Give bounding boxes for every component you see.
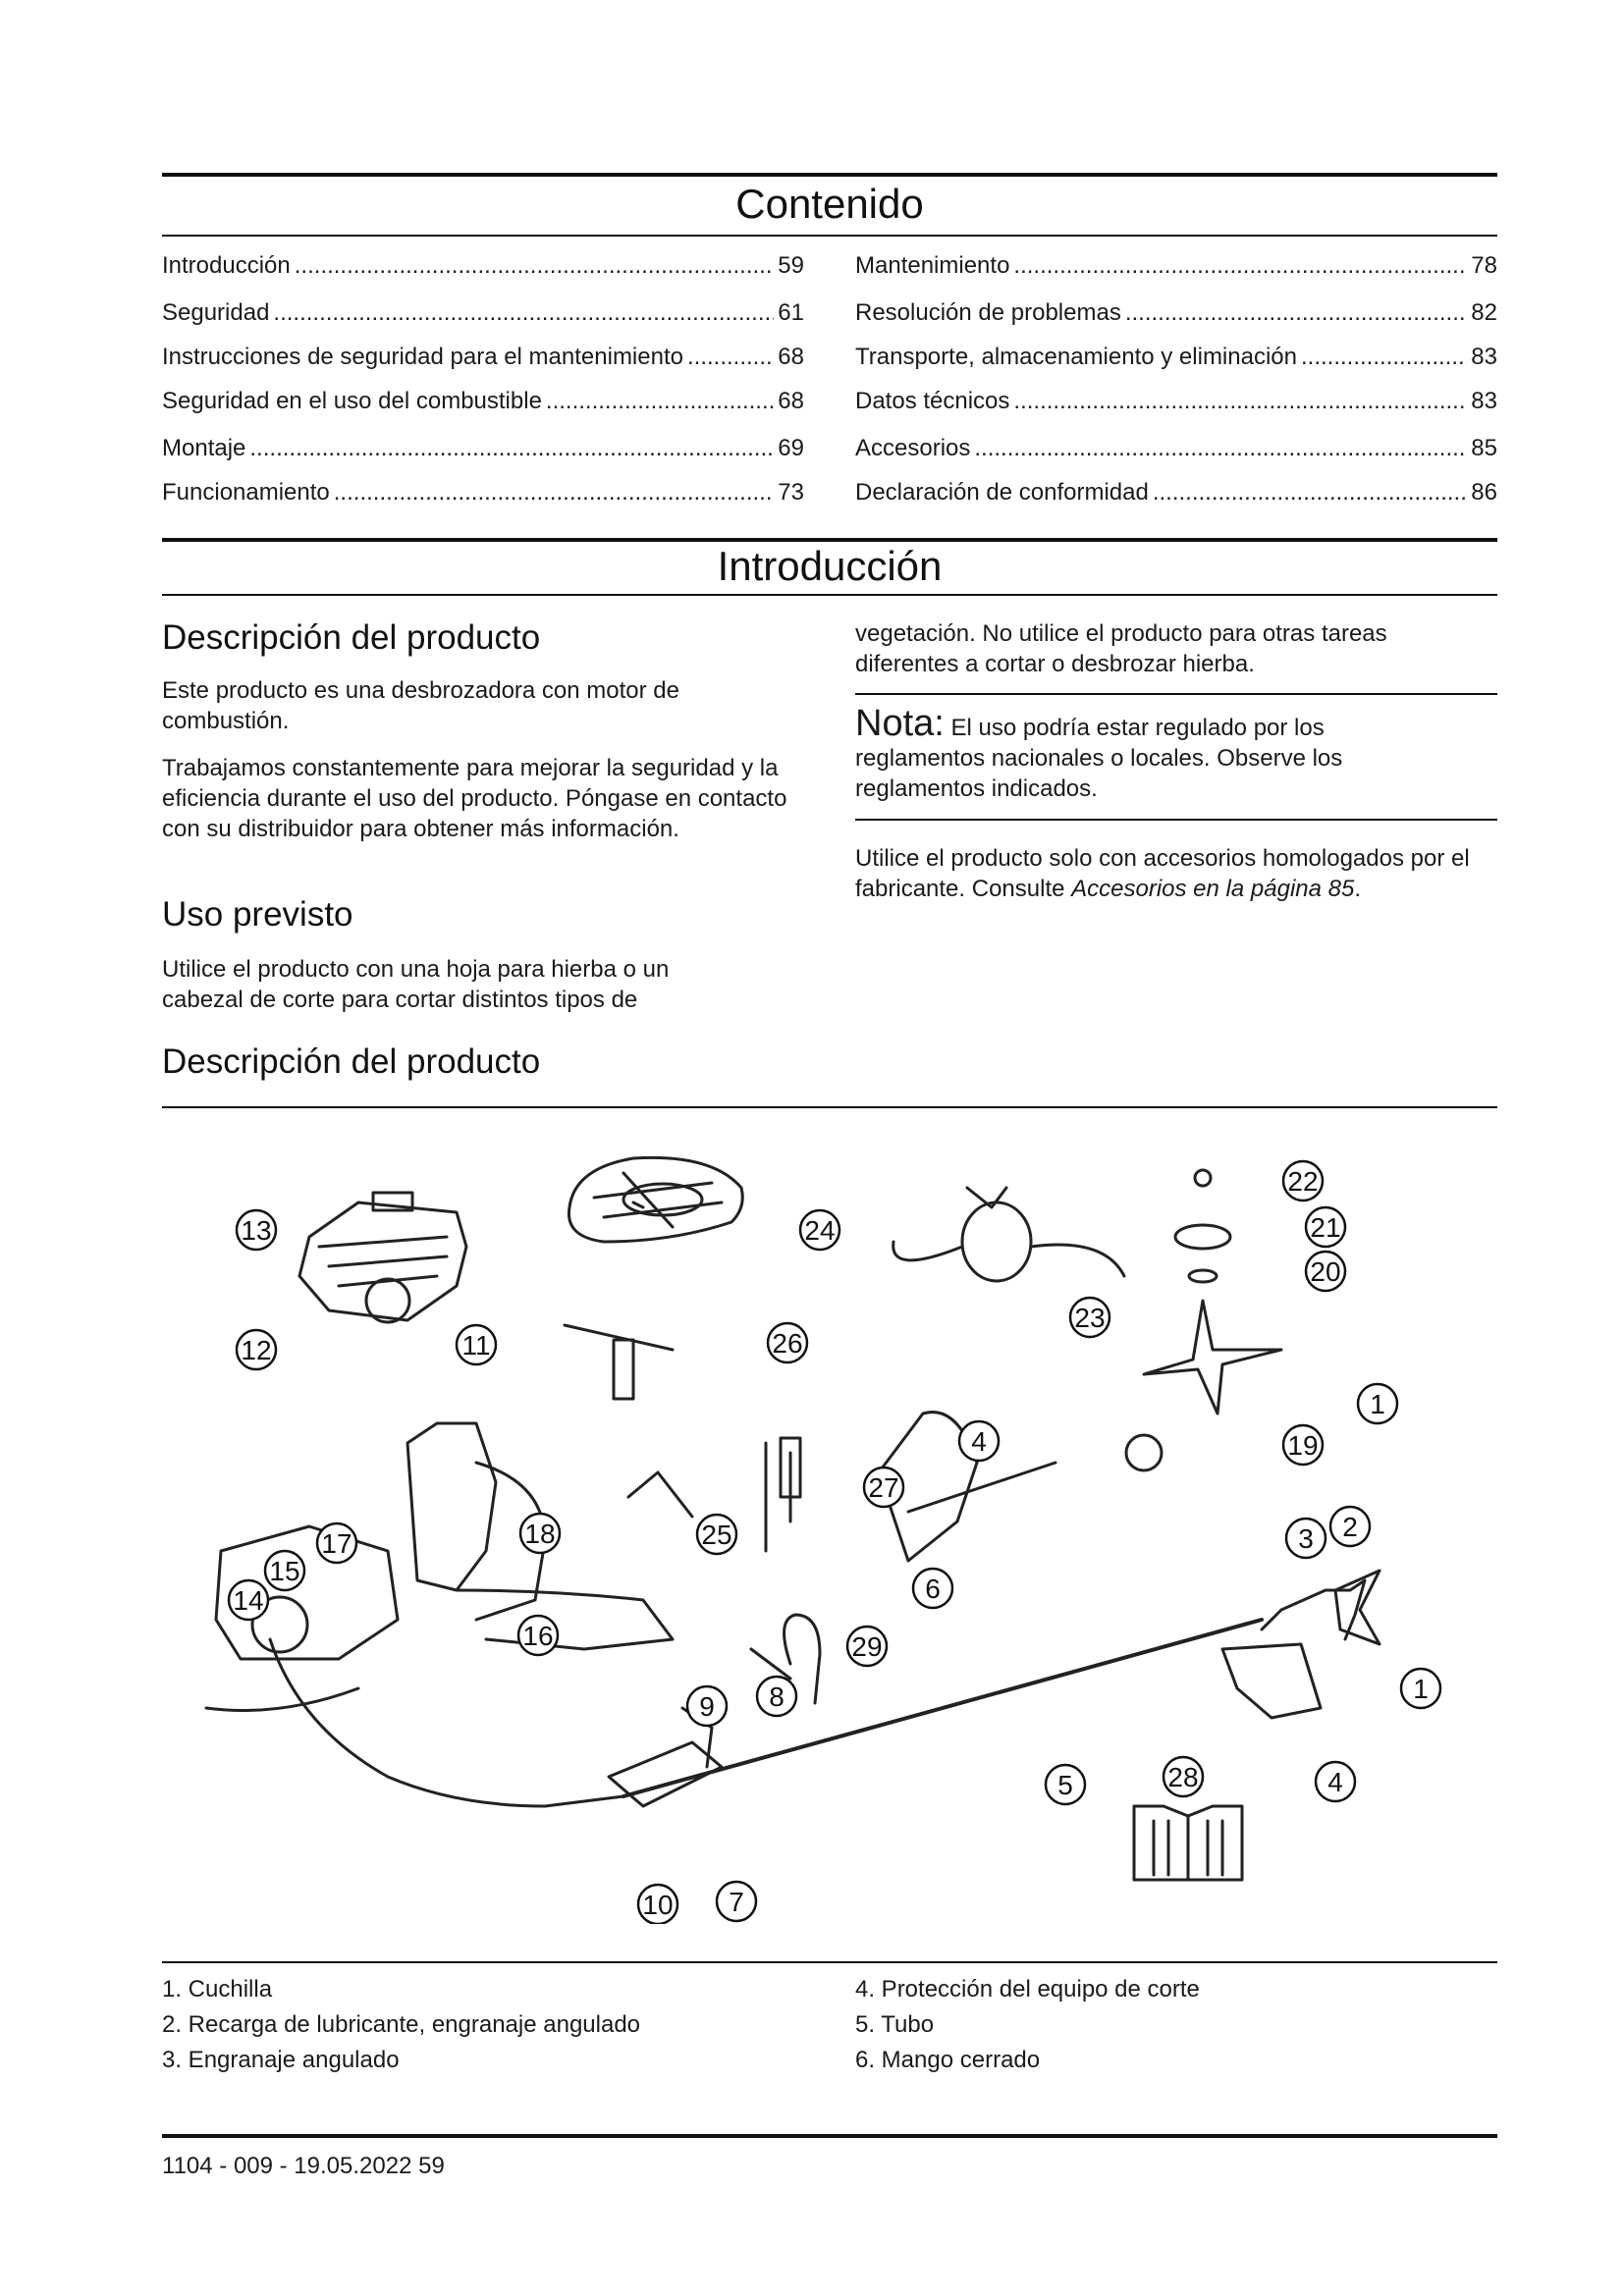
svg-text:9: 9 bbox=[699, 1691, 715, 1722]
guard-lower-drawing bbox=[1222, 1644, 1321, 1718]
svg-text:21: 21 bbox=[1310, 1212, 1341, 1243]
legend-item: 3. Engranaje angulado bbox=[162, 2047, 400, 2073]
svg-text:25: 25 bbox=[701, 1520, 732, 1550]
footer-rule bbox=[162, 2134, 1497, 2138]
hose-drawing bbox=[270, 1639, 623, 1806]
svg-text:29: 29 bbox=[851, 1631, 883, 1662]
svg-text:19: 19 bbox=[1287, 1430, 1319, 1461]
svg-text:17: 17 bbox=[321, 1528, 352, 1559]
toc-item[interactable]: Mantenimiento ..... 78 bbox=[855, 251, 1497, 281]
svg-text:27: 27 bbox=[868, 1472, 899, 1503]
callout-1-lower bbox=[1401, 1669, 1440, 1708]
callout-25 bbox=[697, 1515, 736, 1554]
nota-bottom-rule bbox=[855, 819, 1497, 821]
toc-item[interactable]: Seguridad ..... 61 bbox=[162, 298, 804, 328]
guard-drawing bbox=[568, 1157, 742, 1242]
legend-rule bbox=[162, 1961, 1497, 1963]
callout-3 bbox=[1286, 1519, 1326, 1558]
callout-4-top bbox=[959, 1421, 999, 1461]
callout-9 bbox=[687, 1686, 727, 1726]
callout-28 bbox=[1164, 1757, 1203, 1796]
overview-rule bbox=[162, 1106, 1497, 1108]
svg-text:1: 1 bbox=[1413, 1674, 1429, 1704]
legend-item: 4. Protección del equipo de corte bbox=[855, 1976, 1200, 2002]
callout-23 bbox=[1070, 1298, 1110, 1337]
callout-2 bbox=[1330, 1507, 1370, 1546]
page-footer bbox=[162, 2153, 445, 2180]
document-id: 1104 - 009 - 19.05.2022 bbox=[162, 2153, 412, 2179]
callout-21 bbox=[1306, 1207, 1345, 1247]
legend-item: 6. Mango cerrado bbox=[855, 2047, 1041, 2073]
desc-paragraph-1: Este producto es una desbrozadora con motor de combustión. bbox=[162, 677, 679, 734]
callout-7 bbox=[717, 1882, 756, 1921]
callout-22 bbox=[1283, 1161, 1323, 1201]
socket-tool-drawing bbox=[565, 1325, 673, 1399]
toc-item[interactable]: Transporte, almacenamiento y eliminación ..... 83 bbox=[855, 343, 1497, 372]
desc-paragraph-2: Trabajamos constantemente para mejorar la seguridad y la eficiencia durante el uso del producto. Póngase en contacto con su distribuidor para obtener más información. bbox=[162, 755, 787, 842]
legend-item: 2. Recarga de lubricante, engranaje angulado bbox=[162, 2011, 641, 2038]
callout-27 bbox=[864, 1468, 903, 1507]
nota-text: El uso podría estar regulado por los reglamentos nacionales o locales. Observe los reglamentos indicados. bbox=[855, 715, 1343, 802]
callout-20 bbox=[1306, 1252, 1345, 1291]
svg-text:2: 2 bbox=[1342, 1512, 1358, 1542]
callout-10 bbox=[638, 1885, 677, 1924]
svg-text:23: 23 bbox=[1074, 1303, 1106, 1333]
callout-29 bbox=[847, 1627, 887, 1666]
svg-text:22: 22 bbox=[1287, 1166, 1319, 1197]
svg-text:28: 28 bbox=[1167, 1762, 1199, 1792]
toc-item[interactable]: Declaración de conformidad ..... 86 bbox=[855, 478, 1497, 507]
callout-15 bbox=[265, 1551, 304, 1590]
nota-paragraph bbox=[855, 703, 1425, 804]
contents-top-rule bbox=[162, 173, 1497, 177]
svg-text:8: 8 bbox=[769, 1682, 785, 1712]
callout-16 bbox=[518, 1616, 558, 1655]
toc-item[interactable]: Accesorios ..... 85 bbox=[855, 434, 1497, 463]
toc-item[interactable]: Instrucciones de seguridad para el mantenimiento ..... 68 bbox=[162, 343, 804, 372]
callout-24 bbox=[800, 1210, 839, 1250]
nota-label: Nota: bbox=[855, 703, 945, 744]
accessories-paragraph: Utilice el producto solo con accesorios homologados por el fabricante. Consulte Accesorios en la página 85. bbox=[855, 845, 1470, 902]
callout-6 bbox=[913, 1569, 952, 1608]
svg-text:26: 26 bbox=[772, 1328, 803, 1359]
svg-text:3: 3 bbox=[1298, 1523, 1314, 1554]
contents-title: Contenido bbox=[735, 181, 924, 227]
svg-text:1: 1 bbox=[1370, 1389, 1385, 1419]
overview-heading: Descripción del producto bbox=[162, 1042, 541, 1081]
nota-top-rule bbox=[855, 693, 1497, 695]
legend-right bbox=[855, 1972, 1200, 2078]
callout-12 bbox=[237, 1330, 276, 1369]
svg-text:6: 6 bbox=[925, 1574, 941, 1604]
svg-text:24: 24 bbox=[804, 1215, 836, 1246]
toc-item[interactable]: Montaje ..... 69 bbox=[162, 434, 804, 463]
callout-14 bbox=[229, 1580, 268, 1620]
intro-title: Introducción bbox=[717, 543, 943, 589]
svg-text:20: 20 bbox=[1310, 1256, 1341, 1287]
legend-item: 5. Tubo bbox=[855, 2011, 935, 2038]
callout-18 bbox=[520, 1514, 560, 1553]
toc-item[interactable]: Datos técnicos ..... 83 bbox=[855, 387, 1497, 416]
callout-13 bbox=[237, 1210, 276, 1250]
page-number: 59 bbox=[418, 2153, 445, 2179]
callout-19 bbox=[1283, 1425, 1323, 1465]
callout-26 bbox=[768, 1323, 807, 1362]
shaft-end-drawing bbox=[908, 1463, 1056, 1512]
intro-bottom-rule bbox=[162, 594, 1497, 596]
toc-item[interactable]: Introducción ..... 59 bbox=[162, 251, 804, 281]
svg-text:12: 12 bbox=[241, 1335, 272, 1365]
svg-text:18: 18 bbox=[524, 1519, 556, 1549]
svg-text:5: 5 bbox=[1057, 1770, 1073, 1800]
toc-item[interactable]: Funcionamiento ..... 73 bbox=[162, 478, 804, 507]
engine-unit-drawing bbox=[299, 1193, 466, 1322]
intended-use-heading: Uso previsto bbox=[162, 895, 353, 934]
intended-use-paragraph: Utilice el producto con una hoja para hierba o un cabezal de corte para cortar distintos tipos de bbox=[162, 956, 670, 1013]
toc-item[interactable]: Resolución de problemas ..... 82 bbox=[855, 298, 1497, 328]
product-overview-illustration bbox=[162, 1129, 1497, 1924]
svg-text:10: 10 bbox=[642, 1890, 674, 1920]
legend-left bbox=[162, 1972, 640, 2078]
svg-text:16: 16 bbox=[522, 1621, 554, 1651]
svg-text:14: 14 bbox=[233, 1585, 264, 1616]
product-description-heading: Descripción del producto bbox=[162, 618, 541, 657]
hex-key-drawing bbox=[628, 1472, 692, 1517]
svg-text:7: 7 bbox=[729, 1887, 744, 1917]
legend-item: 1. Cuchilla bbox=[162, 1976, 273, 2002]
contents-bottom-rule bbox=[162, 235, 1497, 237]
accessories-link[interactable]: Accesorios en la página 85 bbox=[1071, 876, 1355, 902]
toc-item[interactable]: Seguridad en el uso del combustible ..... 68 bbox=[162, 387, 804, 416]
svg-text:15: 15 bbox=[269, 1556, 300, 1586]
svg-text:4: 4 bbox=[971, 1426, 987, 1457]
handle-bar-drawing bbox=[751, 1649, 790, 1679]
callout-5 bbox=[1046, 1765, 1085, 1804]
callout-11 bbox=[457, 1325, 496, 1364]
angle-gear-drawing bbox=[1262, 1580, 1365, 1639]
callout-17 bbox=[317, 1523, 356, 1563]
svg-text:13: 13 bbox=[241, 1215, 272, 1246]
blade-drawing bbox=[1144, 1170, 1281, 1414]
callout-8 bbox=[757, 1677, 796, 1716]
callout-1-top bbox=[1358, 1384, 1397, 1423]
svg-text:4: 4 bbox=[1327, 1767, 1343, 1797]
svg-text:11: 11 bbox=[461, 1330, 491, 1361]
trimmer-head-drawing bbox=[633, 1188, 1124, 1281]
manual-icon bbox=[1134, 1806, 1242, 1880]
callout-4-lower bbox=[1316, 1762, 1355, 1801]
backpack-engine-drawing bbox=[206, 1526, 398, 1711]
intended-use-continued: vegetación. No utilice el producto para otras tareas diferentes a cortar o desbrozar hierba. bbox=[855, 620, 1387, 677]
intro-top-rule bbox=[162, 538, 1497, 542]
